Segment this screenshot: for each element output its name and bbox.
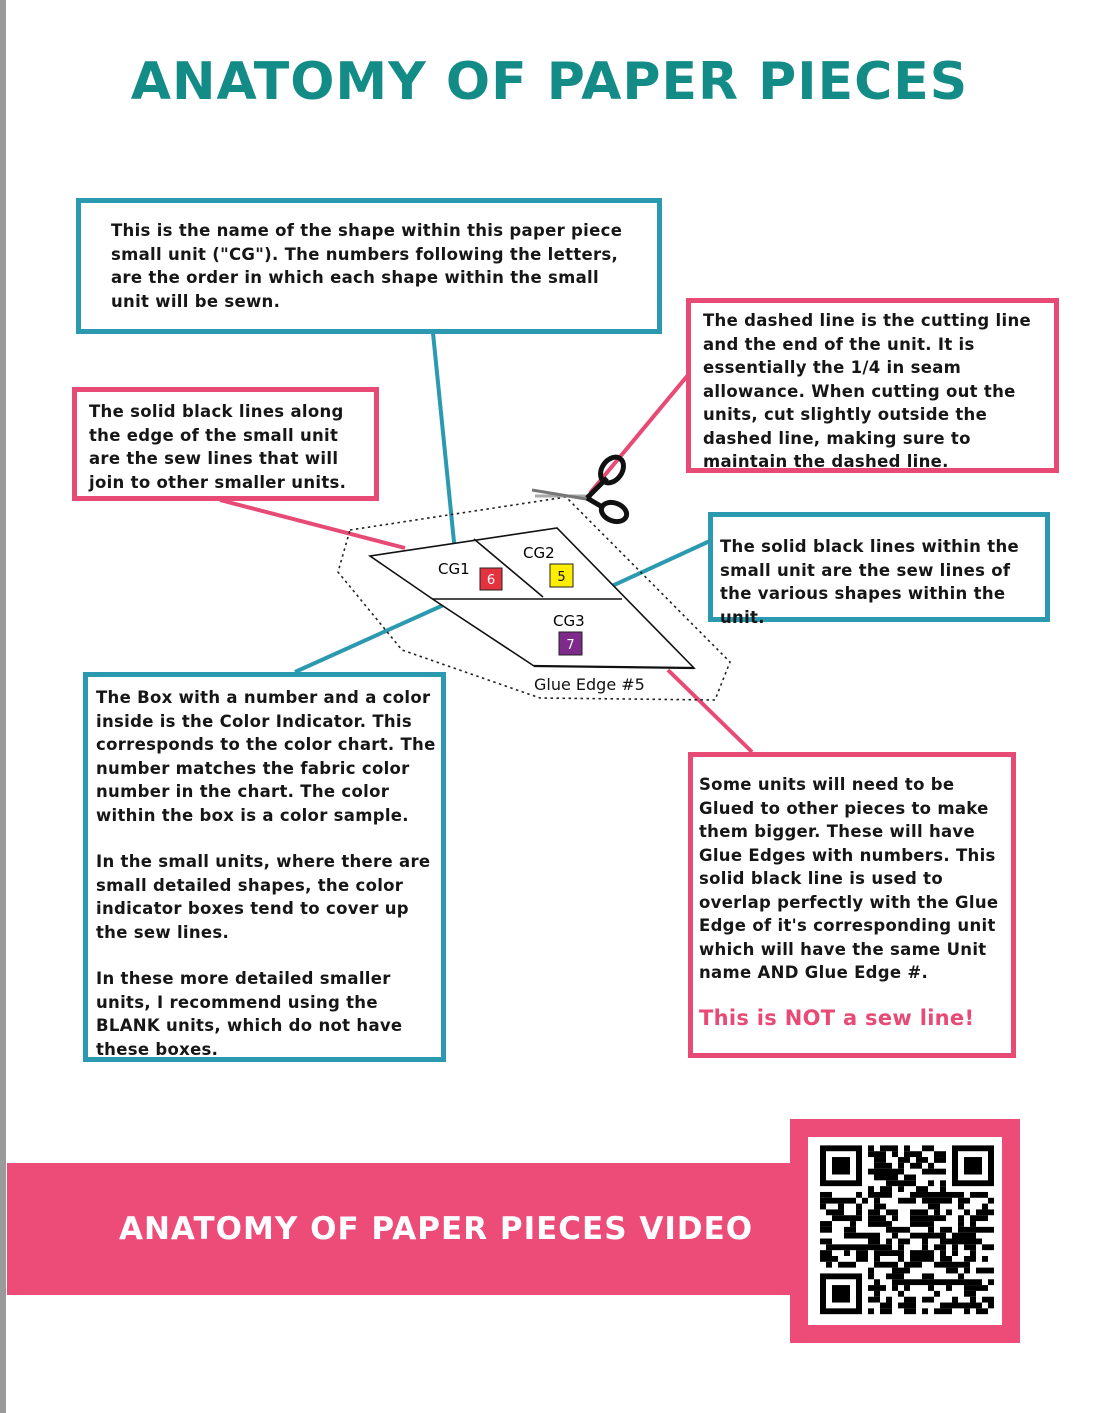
color-indicator-text-1: The Box with a number and a color inside is the Color Indicator. This corresponds to the color chart. The number matches the fabric color number in the chart. The color within the box is a color sample.: [96, 688, 436, 825]
callout-edge-lines-text: The solid black lines along the edge of the small unit are the sew lines that will join to other smaller units.: [89, 402, 347, 492]
qr-code-icon: [808, 1137, 1002, 1325]
glue-edge-label: Glue Edge #5: [534, 675, 645, 694]
leader-line-shape-name: [433, 333, 455, 552]
color-number-cg3: 7: [566, 638, 575, 653]
color-indicator-text-2: In the small units, where there are small detailed shapes, the color indicator boxes tend to cover up the sew lines.: [96, 852, 431, 942]
color-number-cg2: 5: [557, 570, 566, 585]
shape-label-cg2: CG2: [523, 544, 555, 562]
callout-dashed-line-text: The dashed line is the cutting line and the end of the unit. It is essentially the 1/4 in seam allowance. When cutting out the units, cut slightly outside the dashed line, making sure to maintain the dashed line.: [703, 311, 1031, 471]
color-number-cg1: 6: [486, 573, 496, 588]
page-title: ANATOMY OF PAPER PIECES: [130, 52, 969, 112]
callout-shape-name: [76, 198, 662, 334]
video-banner-text: ANATOMY OF PAPER PIECES VIDEO: [119, 1211, 754, 1247]
shape-label-cg3: CG3: [553, 612, 585, 630]
leader-line-glue: [668, 670, 752, 752]
video-banner[interactable]: [7, 1163, 797, 1295]
callout-shape-name-text: This is the name of the shape within this paper piece small unit ("CG"). The numbers following the letters, are the order in which each shape within the small unit will be sewn.: [111, 221, 623, 311]
callout-glue-edge: [688, 752, 1016, 1058]
leader-line-edge: [220, 500, 405, 548]
callout-inner-lines-text: The solid black lines within the small unit are the sew lines of the various shapes within the unit.: [720, 537, 1019, 627]
leader-line-dashed: [590, 375, 688, 493]
glue-edge-warning: This is NOT a sew line!: [699, 1005, 975, 1030]
color-indicator-text-3: In these more detailed smaller units, I recommend using the BLANK units, which do not have these boxes.: [96, 969, 403, 1059]
callout-color-indicator: [83, 672, 446, 1062]
callout-dashed-line: [686, 298, 1059, 473]
glue-edge-text: Some units will need to be Glued to other pieces to make them bigger. These will have Glue Edges with numbers. This solid black line is used to overlap perfectly with the Glue Edge of it's corresponding unit which will have the same Unit name AND Glue Edge #.: [699, 775, 999, 982]
shape-label-cg1: CG1: [438, 560, 470, 578]
qr-code-frame[interactable]: [790, 1119, 1020, 1343]
callout-inner-lines: [708, 512, 1050, 627]
callout-edge-lines: [72, 387, 379, 501]
